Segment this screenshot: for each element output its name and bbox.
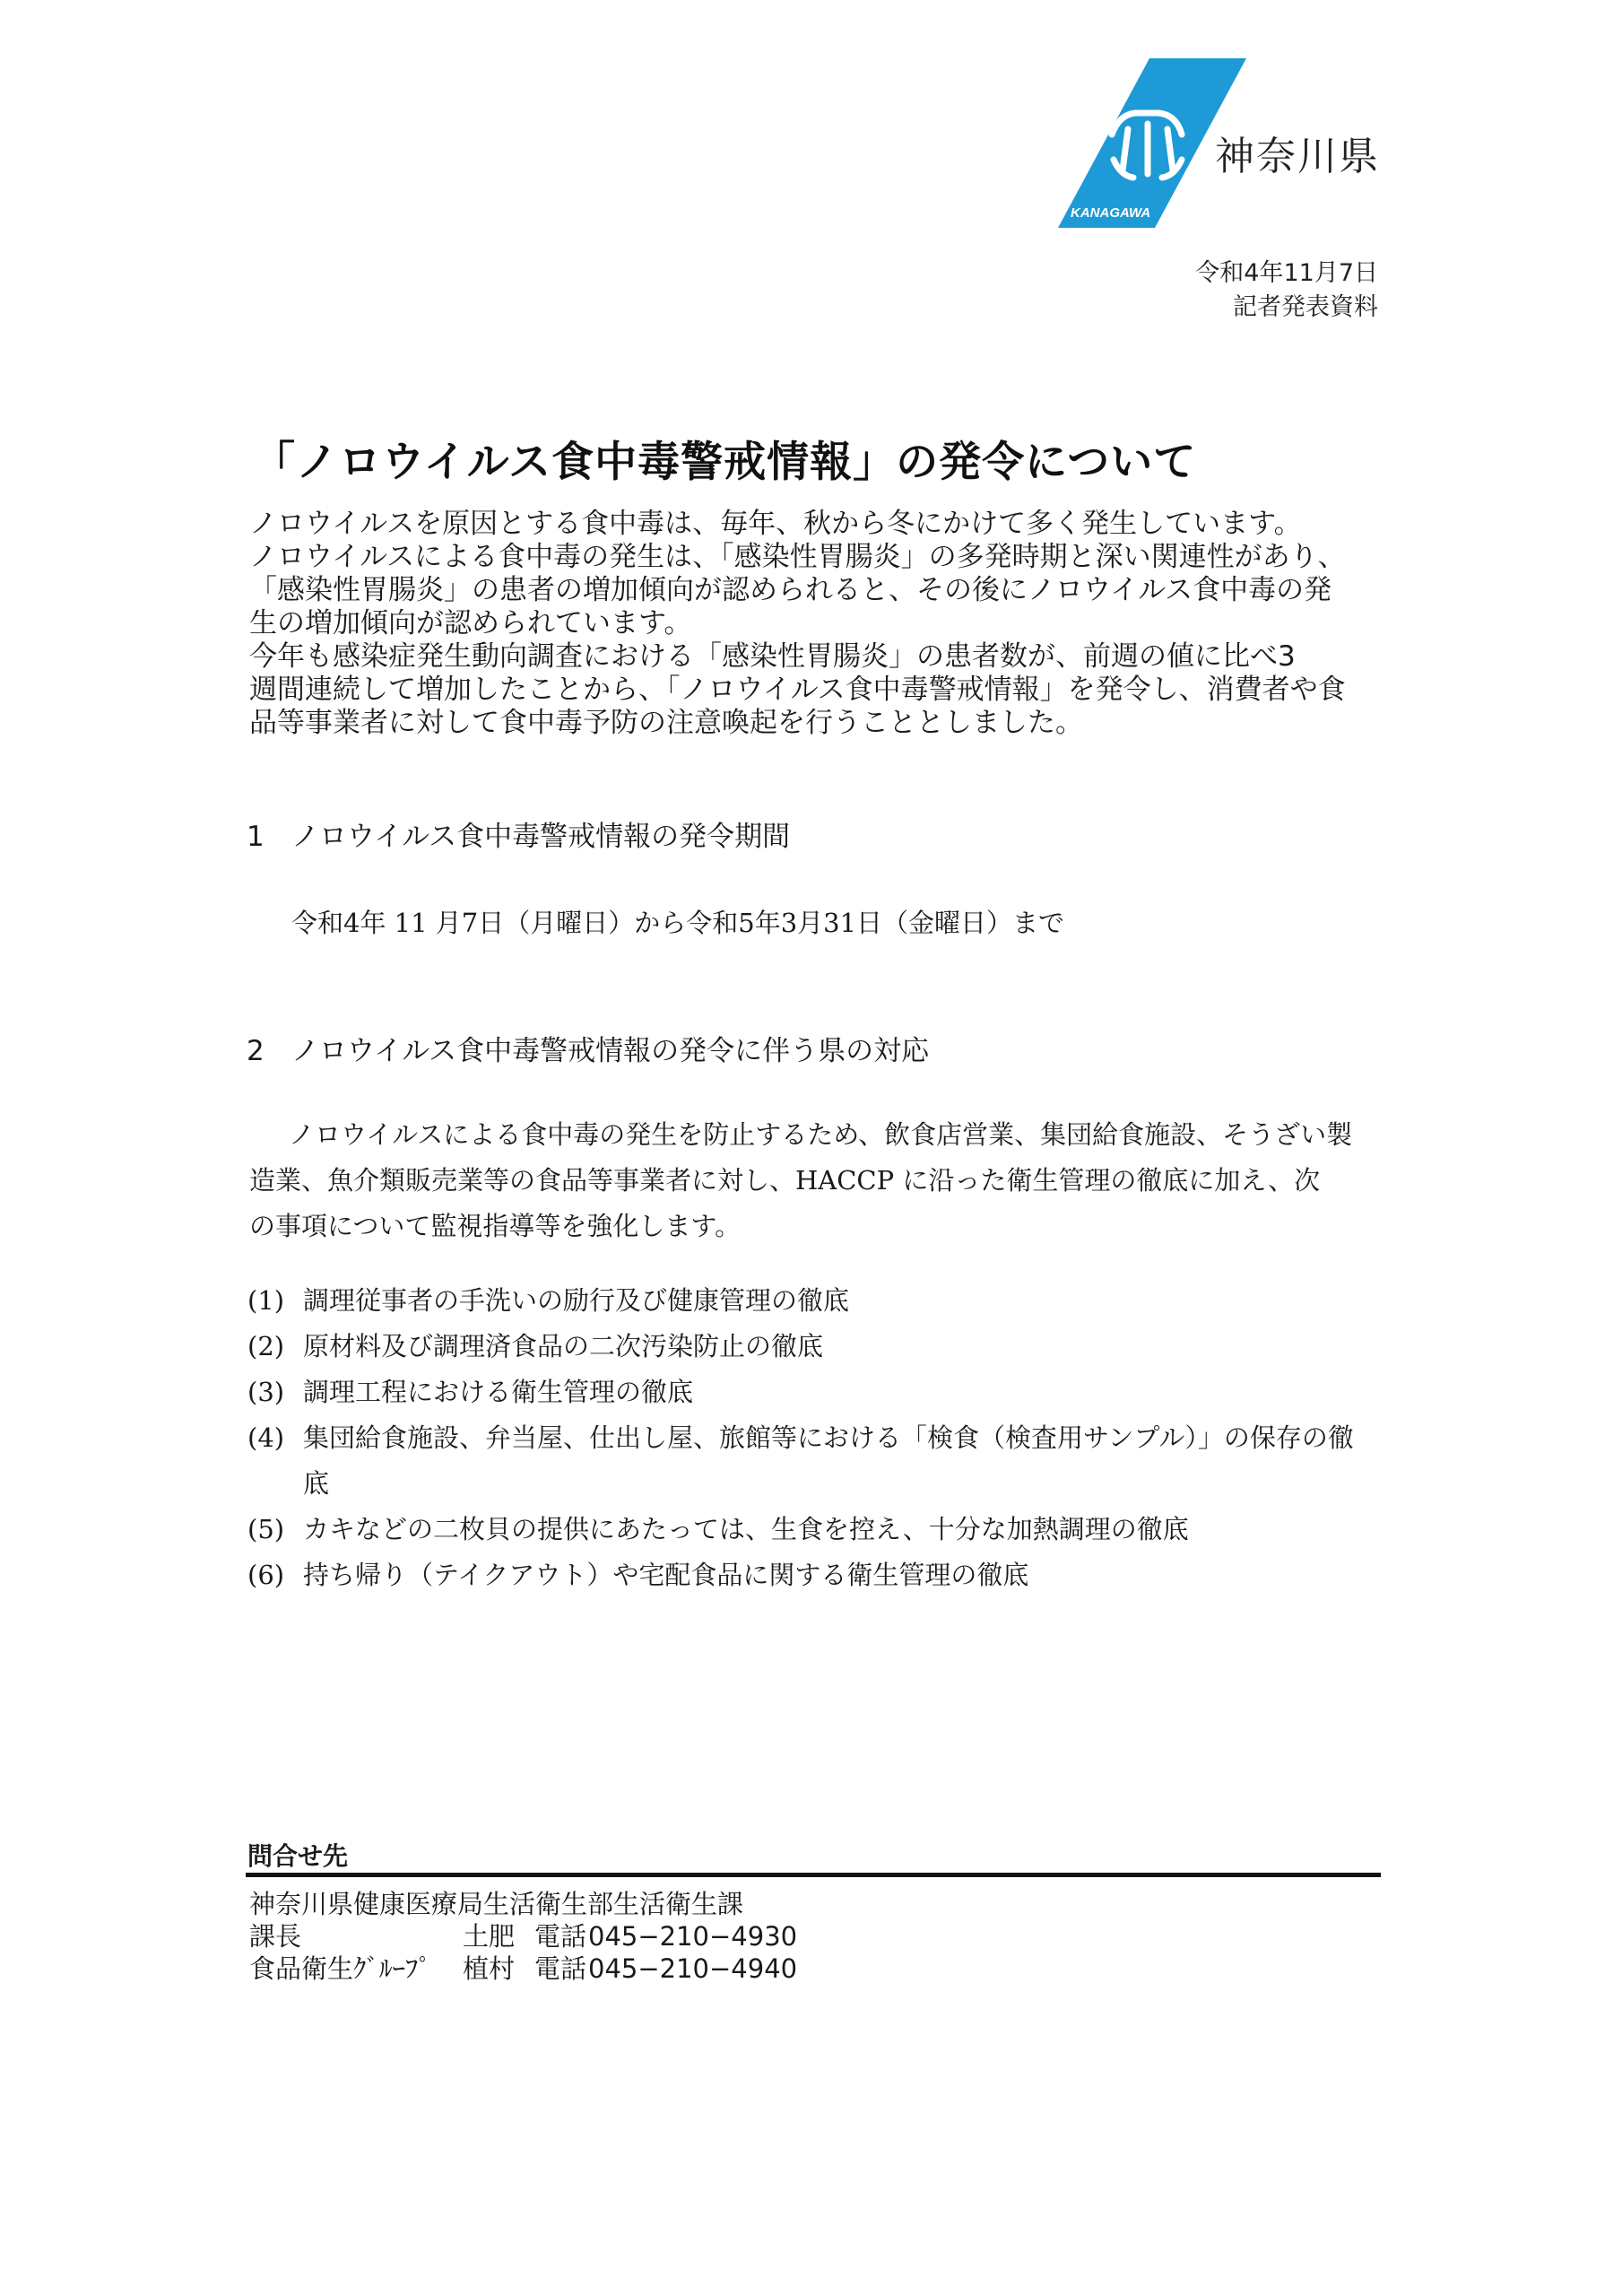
contact-row: [249, 1952, 797, 1985]
item-text: 原材料及び調理済食品の二次汚染防止の徹底: [303, 1331, 824, 1361]
tel-label: 電話: [534, 1953, 587, 1984]
section-number: 1: [247, 821, 265, 853]
prefecture-name: 神奈川県: [1215, 134, 1380, 179]
phone-number: 045−210−4940: [588, 1953, 798, 1984]
item-number: (6): [247, 1560, 285, 1590]
document-type: 記者発表資料: [1233, 293, 1378, 321]
contact-divider: [246, 1873, 1381, 1877]
intro-line: ノロウイルスを原因とする食中毒は、毎年、秋から冬にかけて多く発生しています。: [249, 508, 1302, 540]
contact-role: 課長: [249, 1921, 302, 1952]
alert-period: 令和4年 11 月7日（月曜日）から令和5年3月31日（金曜日）まで: [291, 908, 1065, 938]
list-item: [247, 1324, 1386, 1370]
list-item: [247, 1370, 1386, 1415]
contact-heading: 問合せ先: [247, 1841, 349, 1871]
contact-department: 神奈川県健康医療局生活衛生部生活衛生課: [249, 1889, 744, 1919]
item-number: (3): [247, 1377, 285, 1407]
list-item: [247, 1415, 1386, 1507]
item-text: カキなどの二枚貝の提供にあたっては、生食を控え、十分な加熱調理の徹底: [303, 1514, 1189, 1544]
item-text: 調理従事者の手洗いの励行及び健康管理の徹底: [303, 1285, 850, 1316]
section-1-heading: [247, 813, 790, 854]
phone-number: 045−210−4930: [588, 1921, 798, 1952]
section-number: 2: [247, 1035, 265, 1067]
tel-label: 電話: [534, 1921, 587, 1952]
contact-info: [249, 1888, 797, 1985]
measures-list: [247, 1278, 1386, 1598]
body-line: 造業、魚介類販売業等の食品等事業者に対し、HACCP に沿った衛生管理の徹底に加え、次: [249, 1165, 1321, 1196]
item-text: 集団給食施設、弁当屋、仕出し屋、旅館等における「検食（検査用サンプル）」の保存の徹底: [303, 1422, 1354, 1499]
item-number: (5): [247, 1514, 285, 1544]
section-title: ノロウイルス食中毒警戒情報の発令に伴う県の対応: [291, 1035, 930, 1067]
section-2-body: [249, 1112, 1383, 1249]
intro-line: 今年も感染症発生動向調査における「感染性胃腸炎」の患者数が、前週の値に比べ3: [249, 640, 1296, 673]
list-item: [247, 1552, 1386, 1598]
intro-line: ノロウイルスによる食中毒の発生は、「感染性胃腸炎」の多発時期と深い関連性があり、: [249, 541, 1346, 573]
body-line: の事項について監視指導等を強化します。: [249, 1211, 742, 1241]
item-text: 調理工程における衛生管理の徹底: [303, 1377, 694, 1407]
intro-line: 週間連続して増加したことから、「ノロウイルス食中毒警戒情報」を発令し、消費者や食: [249, 674, 1346, 706]
contact-role: 食品衛生ｸﾞﾙｰﾌﾟ: [249, 1953, 432, 1984]
release-date: 令和4年11月7日: [1195, 259, 1378, 287]
intro-line: 生の増加傾向が認められています。: [249, 607, 692, 639]
contact-name: 植村: [463, 1953, 516, 1984]
contact-row: [249, 1920, 797, 1952]
contact-name: 土肥: [463, 1921, 516, 1952]
item-text: 持ち帰り（テイクアウト）や宅配食品に関する衛生管理の徹底: [303, 1560, 1029, 1590]
list-item: [247, 1507, 1386, 1552]
item-number: (2): [247, 1331, 285, 1361]
page-title: 「ノロウイルス食中毒警戒情報」の発令について: [253, 438, 1197, 487]
item-number: (4): [247, 1422, 285, 1453]
body-line: ノロウイルスによる食中毒の発生を防止するため、飲食店営業、集団給食施設、そうざい製: [289, 1119, 1353, 1150]
logo-caption: KANAGAWA: [1071, 205, 1151, 221]
section-title: ノロウイルス食中毒警戒情報の発令期間: [291, 821, 791, 853]
intro-line: 「感染性胃腸炎」の患者の増加傾向が認められると、その後にノロウイルス食中毒の発: [249, 574, 1332, 606]
intro-paragraph: [249, 508, 1383, 740]
section-2-heading: [247, 1028, 929, 1068]
date-block: [1195, 257, 1378, 325]
list-item: [247, 1278, 1386, 1324]
intro-line: 品等事業者に対して食中毒予防の注意喚起を行うこととしました。: [249, 707, 1083, 739]
item-number: (1): [247, 1285, 285, 1316]
